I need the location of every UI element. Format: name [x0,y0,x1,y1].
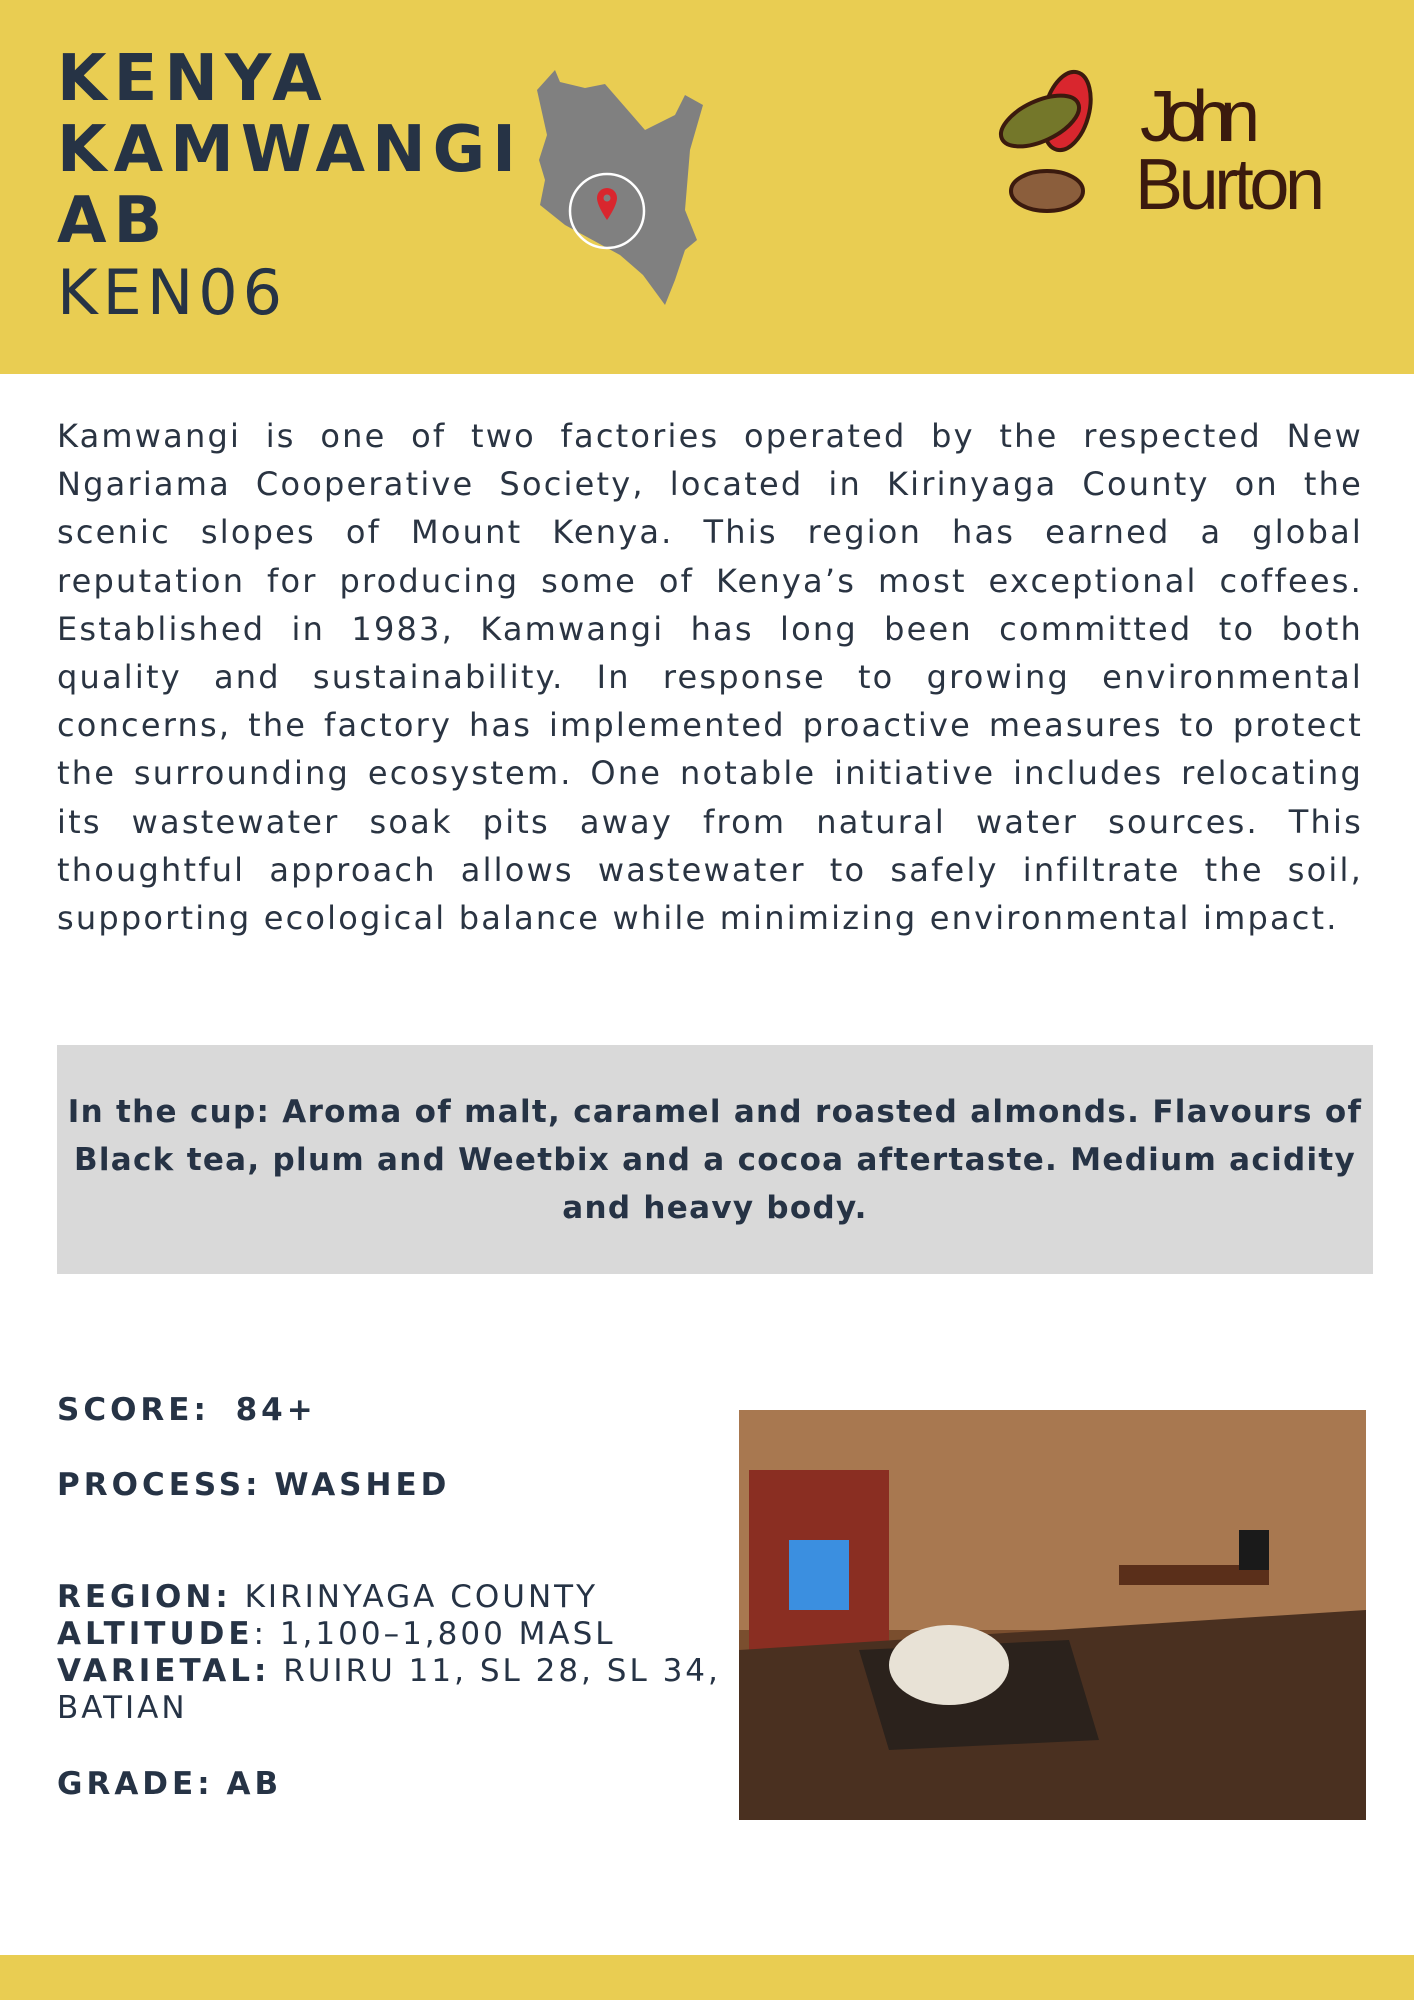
process-row: PROCESS: WASHED [57,1467,451,1503]
score-row: SCORE: 84+ [57,1392,317,1428]
header-band [0,0,1414,374]
svg-text:Burton: Burton [1135,145,1325,216]
title-line-country: KENYA [57,42,329,116]
kenya-map-icon [525,70,720,305]
svg-text:John: John [1140,77,1260,157]
region-row: REGION: KIRINYAGA COUNTY [57,1579,599,1615]
title-line-grade: AB [57,184,170,258]
product-code: KEN06 [57,256,288,329]
cup-notes-text: In the cup: Aroma of malt, caramel and roasted almonds. Flavours of Black tea, plum and Weetbix and a cocoa aftertaste. Medium acidity and heavy body. [67,1093,1363,1226]
origin-description: Kamwangi is one of two factories operated by the respected New Ngariama Cooperative Society, located in Kirinyaga County on the scenic slopes of Mount Kenya. This region has earned a global reputation for producing some of Kenya’s most exceptional coffees. Established in 1983, Kamwangi has long been committed to both quality and sustainability. In response to growing environmental concerns, the factory has implemented proactive measures to protect the surrounding ecosystem. One notable initiative includes relocating its wastewater soak pits away from natural water sources. This thoughtful approach allows wastewater to safely infiltrate the soil, supporting ecological balance while minimizing environmental impact. [57,417,1363,938]
footer-band [0,1955,1414,2000]
varietal-row: VARIETAL: RUIRU 11, SL 28, SL 34, BATIAN [57,1653,721,1726]
factory-photo [739,1410,1366,1820]
altitude-row: ALTITUDE: 1,100–1,800 MASL [57,1616,616,1652]
title-line-factory: KAMWANGI [57,113,523,187]
details-block [57,1579,727,1727]
coffee-title [57,44,523,328]
grade-row: GRADE: AB [57,1766,283,1802]
cup-notes-box [57,1045,1373,1274]
john-burton-logo [995,66,1335,216]
